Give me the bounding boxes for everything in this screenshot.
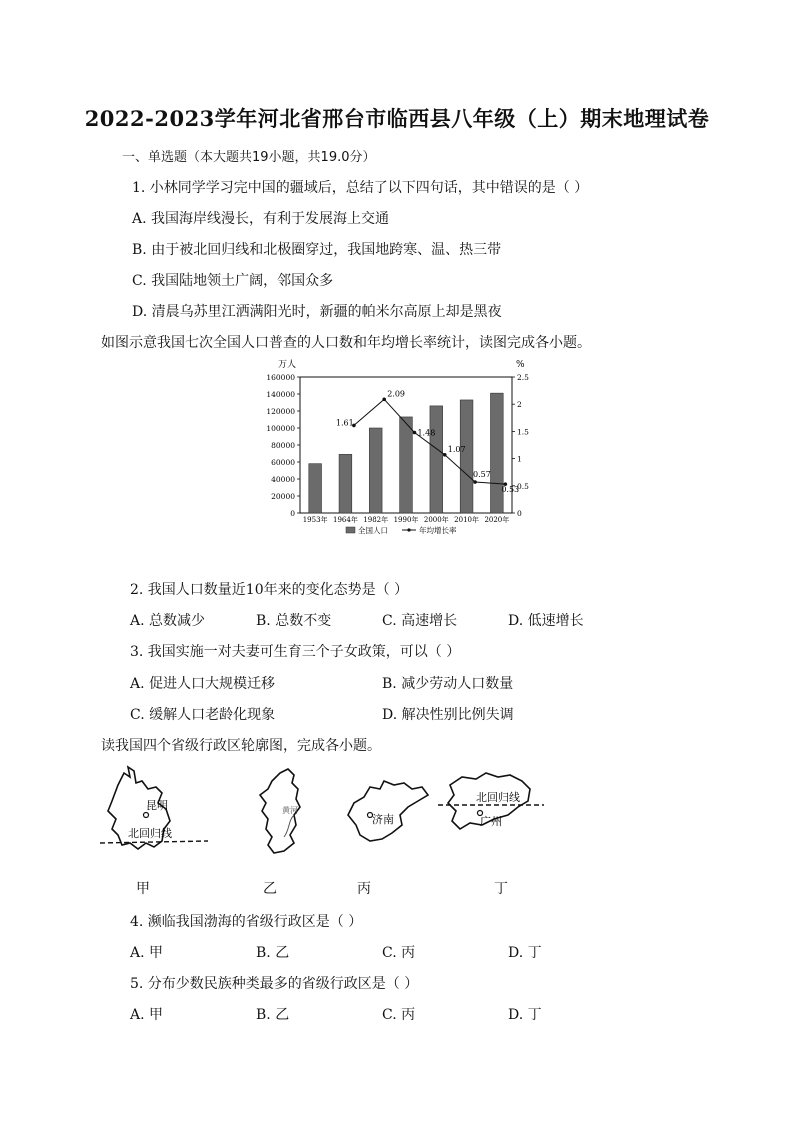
x-axis-tick-label: 1953年 xyxy=(302,516,328,524)
map-caption-yi: 乙 xyxy=(263,881,277,897)
map-label-jinan: 济南 xyxy=(372,813,394,826)
question-1-option-c[interactable]: C. 我国陆地领土广阔，邻国众多 xyxy=(132,273,334,289)
x-axis-tick-label: 1990年 xyxy=(393,516,419,524)
x-axis-tick-label: 2000年 xyxy=(423,516,449,524)
maps-intro: 读我国四个省级行政区轮廓图，完成各小题。 xyxy=(101,738,381,754)
map-jia xyxy=(100,767,208,849)
growth-rate-label: 2.09 xyxy=(387,389,406,399)
question-5-option-b[interactable]: B. 乙 xyxy=(256,1007,290,1023)
question-5-option-a[interactable]: A. 甲 xyxy=(130,1007,164,1023)
map-caption-ding: 丁 xyxy=(494,881,508,897)
question-4-option-d[interactable]: D. 丁 xyxy=(508,945,542,961)
left-axis-tick-label: 20000 xyxy=(271,492,295,501)
population-bar xyxy=(309,464,322,513)
question-1-option-d[interactable]: D. 清晨乌苏里江洒满阳光时，新疆的帕米尔高原上却是黑夜 xyxy=(132,304,502,320)
x-axis-tick-label: 2020年 xyxy=(484,516,510,524)
growth-rate-point xyxy=(413,431,417,435)
question-2-option-c[interactable]: C. 高速增长 xyxy=(382,613,458,629)
page-title: 2022-2023学年河北省邢台市临西县八年级（上）期末地理试卷 xyxy=(84,106,710,131)
map-caption-bing: 丙 xyxy=(357,881,371,897)
population-bar xyxy=(369,428,382,513)
growth-rate-point xyxy=(382,398,386,402)
legend-bar-swatch xyxy=(346,527,355,533)
x-axis-tick-label: 1964年 xyxy=(333,516,358,524)
map-label-kunming: 昆明 xyxy=(146,799,168,812)
map-label-river: 黄河 xyxy=(282,806,298,815)
question-1-option-a[interactable]: A. 我国海岸线漫长，有利于发展海上交通 xyxy=(132,211,390,227)
question-1-option-b[interactable]: B. 由于被北回归线和北极圈穿过，我国地跨寒、温、热三带 xyxy=(132,242,502,258)
left-axis-tick-label: 40000 xyxy=(271,475,295,484)
left-axis-tick-label: 120000 xyxy=(266,407,295,416)
question-3-option-c[interactable]: C. 缓解人口老龄化现象 xyxy=(130,707,276,723)
left-axis-tick-label: 100000 xyxy=(266,424,295,433)
population-bar xyxy=(490,393,503,513)
map-label-tropic-ding: 北回归线 xyxy=(476,791,520,804)
map-label-guangzhou: 广州 xyxy=(480,815,502,828)
question-4-option-b[interactable]: B. 乙 xyxy=(256,945,290,961)
question-3-option-a[interactable]: A. 促进人口大规模迁移 xyxy=(130,676,276,692)
growth-rate-label: 1.48 xyxy=(417,428,436,438)
section-heading: 一、单选题（本大题共19小题，共19.0分） xyxy=(122,150,376,165)
right-axis-tick-label: 0 xyxy=(517,509,522,518)
question-1-stem: 1. 小林同学学习完中国的疆域后，总结了以下四句话，其中错误的是（ ） xyxy=(132,180,589,196)
question-2-stem: 2. 我国人口数量近10年来的变化态势是（ ） xyxy=(130,582,409,598)
question-5-stem: 5. 分布少数民族种类最多的省级行政区是（ ） xyxy=(130,976,419,992)
growth-rate-label: 1.07 xyxy=(447,444,466,454)
left-axis-tick-label: 0 xyxy=(290,509,295,518)
map-ding xyxy=(438,773,544,829)
left-axis-tick-label: 60000 xyxy=(271,458,295,467)
question-2-option-b[interactable]: B. 总数不变 xyxy=(256,613,332,629)
legend-line-label: 年均增长率 xyxy=(419,526,457,535)
map-yi xyxy=(260,769,300,853)
question-2-option-d[interactable]: D. 低速增长 xyxy=(508,613,584,629)
left-axis-tick-label: 140000 xyxy=(266,390,295,399)
question-4-option-c[interactable]: C. 丙 xyxy=(382,945,416,961)
x-axis-tick-label: 1982年 xyxy=(363,516,389,524)
map-label-tropic-jia: 北回归线 xyxy=(128,827,172,840)
population-bar xyxy=(460,400,473,513)
growth-rate-point xyxy=(443,453,447,457)
chart-intro: 如图示意我国七次全国人口普查的人口数和年均增长率统计，读图完成各小题。 xyxy=(101,335,591,351)
question-5-option-c[interactable]: C. 丙 xyxy=(382,1007,416,1023)
population-bar xyxy=(339,454,352,513)
legend-bar-label: 全国人口 xyxy=(358,526,388,535)
left-axis-tick-label: 80000 xyxy=(271,441,295,450)
right-axis-tick-label: 2.5 xyxy=(517,373,529,382)
map-caption-jia: 甲 xyxy=(136,881,150,897)
growth-rate-label: 1.61 xyxy=(335,418,354,428)
right-axis-unit: % xyxy=(516,360,525,370)
map-bing xyxy=(348,781,428,841)
question-4-stem: 4. 濒临我国渤海的省级行政区是（ ） xyxy=(130,914,363,930)
question-3-option-b[interactable]: B. 减少劳动人口数量 xyxy=(382,676,514,692)
left-axis-unit: 万人 xyxy=(277,360,296,370)
right-axis-tick-label: 2 xyxy=(517,400,522,410)
question-3-option-d[interactable]: D. 解决性别比例失调 xyxy=(382,707,514,723)
right-axis-tick-label: 1.5 xyxy=(517,427,529,437)
question-4-option-a[interactable]: A. 甲 xyxy=(130,945,164,961)
population-bar xyxy=(430,406,443,513)
growth-rate-label: 0.57 xyxy=(473,469,491,479)
question-2-option-a[interactable]: A. 总数减少 xyxy=(130,613,206,629)
growth-rate-point xyxy=(473,480,477,484)
x-axis-tick-label: 2010年 xyxy=(454,516,479,524)
legend-line-marker xyxy=(407,528,410,531)
population-bar xyxy=(400,417,413,513)
population-chart xyxy=(262,355,530,540)
right-axis-tick-label: 0.5 xyxy=(517,481,529,491)
right-axis-tick-label: 1 xyxy=(517,454,522,464)
province-maps xyxy=(98,763,568,893)
growth-rate-label: 0.53 xyxy=(501,485,520,495)
question-3-stem: 3. 我国实施一对夫妻可生育三个子女政策，可以（ ） xyxy=(130,644,461,660)
question-5-option-d[interactable]: D. 丁 xyxy=(508,1007,542,1023)
left-axis-tick-label: 160000 xyxy=(266,373,295,382)
